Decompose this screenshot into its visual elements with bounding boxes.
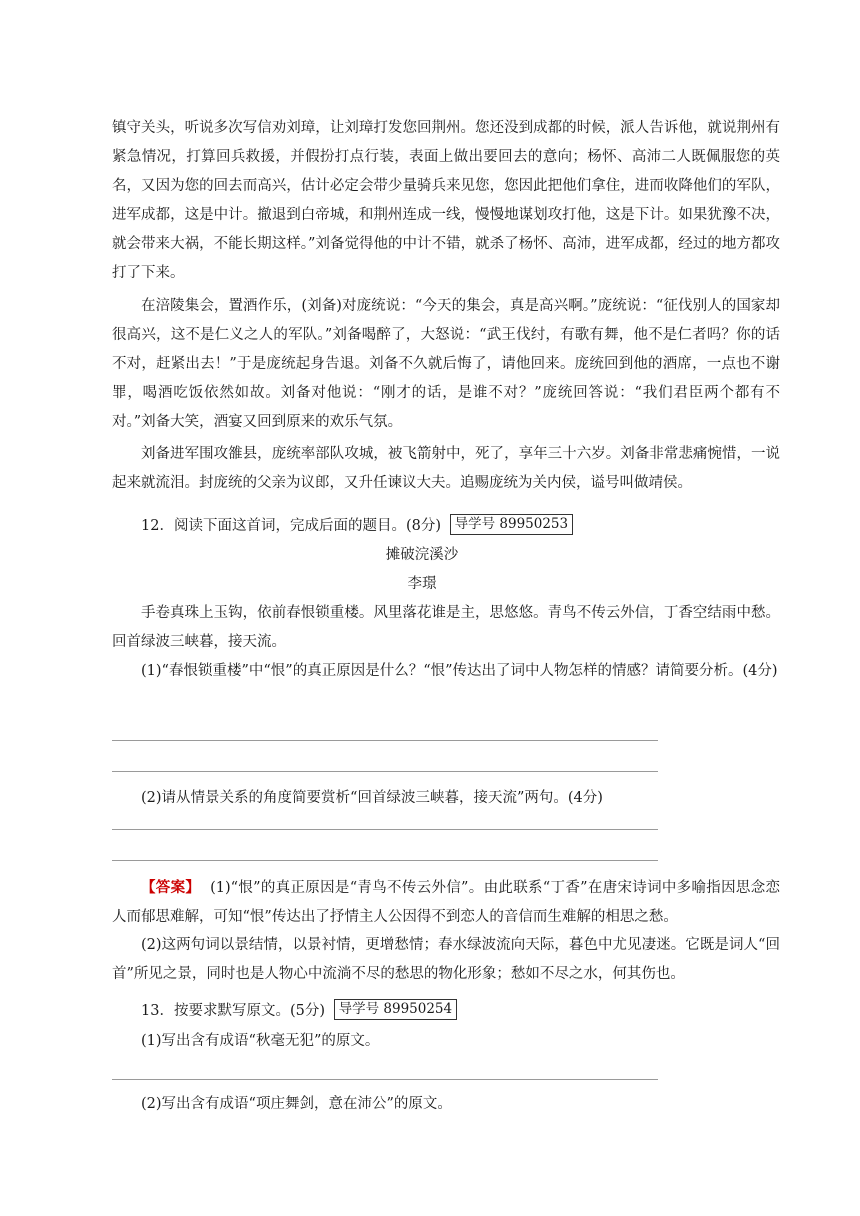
question-12-guide-number: 导学号 89950253	[450, 514, 574, 535]
poem-text: 手卷真珠上玉钩，依前春恨锁重楼。风里落花谁是主，思悠悠。青鸟不传云外信，丁香空结雨中愁。回首绿波三峡暮，接天流。	[112, 605, 780, 650]
question-13-stem: 13．按要求默写原文。(5分)	[141, 1003, 325, 1019]
question-12-stem: 12．阅读下面这首词，完成后面的题目。(8分)	[141, 518, 441, 534]
question-12-sub-1: (1)“春恨锁重楼”中“恨”的真正原因是什么？“恨”传达出了词中人物怎样的情感？请简要分析。(4分)	[141, 663, 778, 679]
answer-line	[112, 771, 658, 772]
translation-paragraph-2: 在涪陵集会，置酒作乐，(刘备)对庞统说：“今天的集会，真是高兴啊。”庞统说：“征伐别人的国家却很高兴，这不是仁义之人的军队。”刘备喝醉了，大怒说：“武王伐纣，有歌有舞，他不是仁者吗？你的话不对，赶紧出去！”于是庞统起身告退。刘备不久就后悔了，请他回来。庞统回到他的酒席，一点也不谢罪，喝酒吃饭依然如故。刘备对他说：“刚才的话，是谁不对？”庞统回答说：“我们君臣两个都有不对。”刘备大笑，酒宴又回到原来的欢乐气氛。	[112, 298, 780, 430]
answer-block-2: (2)这两句词以景结情，以景衬情，更增愁情；春水绿波流向天际，暮色中尤见凄迷。它既是词人“回首”所见之景，同时也是人物心中流淌不尽的愁思的物化形象；愁如不尽之水，何其伤也。	[112, 937, 780, 982]
poem-author: 李璟	[407, 576, 437, 592]
answer-1-text: (1)“恨”的真正原因是“青鸟不传云外信”。由此联系“丁香”在唐宋诗词中多喻指因思念恋人而郁思难解，可知“恨”传达出了抒情主人公因得不到恋人的音信而生难解的相思之愁。	[112, 880, 781, 925]
translation-paragraph-1: 镇守关头，听说多次写信劝刘璋，让刘璋打发您回荆州。您还没到成都的时候，派人告诉他，就说荆州有紧急情况，打算回兵救援，并假扮打点行装，表面上做出要回去的意向；杨怀、高沛二人既佩服您的英名，又因为您的回去而高兴，估计必定会带少量骑兵来见您，您因此把他们拿住，进而收降他们的军队，进军成都，这是中计。撤退到白帝城，和荆州连成一线，慢慢地谋划攻打他，这是下计。如果犹豫不决，就会带来大祸，不能长期这样。”刘备觉得他的中计不错，就杀了杨怀、高沛，进军成都，经过的地方都攻打了下来。	[112, 120, 780, 281]
question-13-sub-1: (1)写出含有成语“秋毫无犯”的原文。	[141, 1033, 380, 1049]
question-13-sub-2: (2)写出含有成语“项庄舞剑，意在沛公”的原文。	[141, 1096, 452, 1112]
answer-line	[112, 860, 658, 861]
question-12-header	[141, 512, 573, 541]
translation-paragraph-3: 刘备进军围攻雒县，庞统率部队攻城，被飞箭射中，死了，享年三十六岁。刘备非常悲痛惋惜，一说起来就流泪。封庞统的父亲为议郎，又升任谏议大夫。追赐庞统为关内侯，谥号叫做靖侯。	[112, 446, 780, 491]
poem-title: 摊破浣溪沙	[385, 547, 459, 563]
answer-line	[112, 1079, 658, 1080]
question-13-guide-number: 导学号 89950254	[334, 999, 458, 1020]
answer-tag: 【答案】	[141, 879, 201, 896]
answer-line	[112, 829, 658, 830]
question-13-header	[141, 997, 457, 1026]
answer-block-1	[112, 873, 780, 932]
answer-line	[112, 740, 658, 741]
question-12-sub-2: (2)请从情景关系的角度简要赏析“回首绿波三峡暮，接天流”两句。(4分)	[141, 790, 603, 806]
